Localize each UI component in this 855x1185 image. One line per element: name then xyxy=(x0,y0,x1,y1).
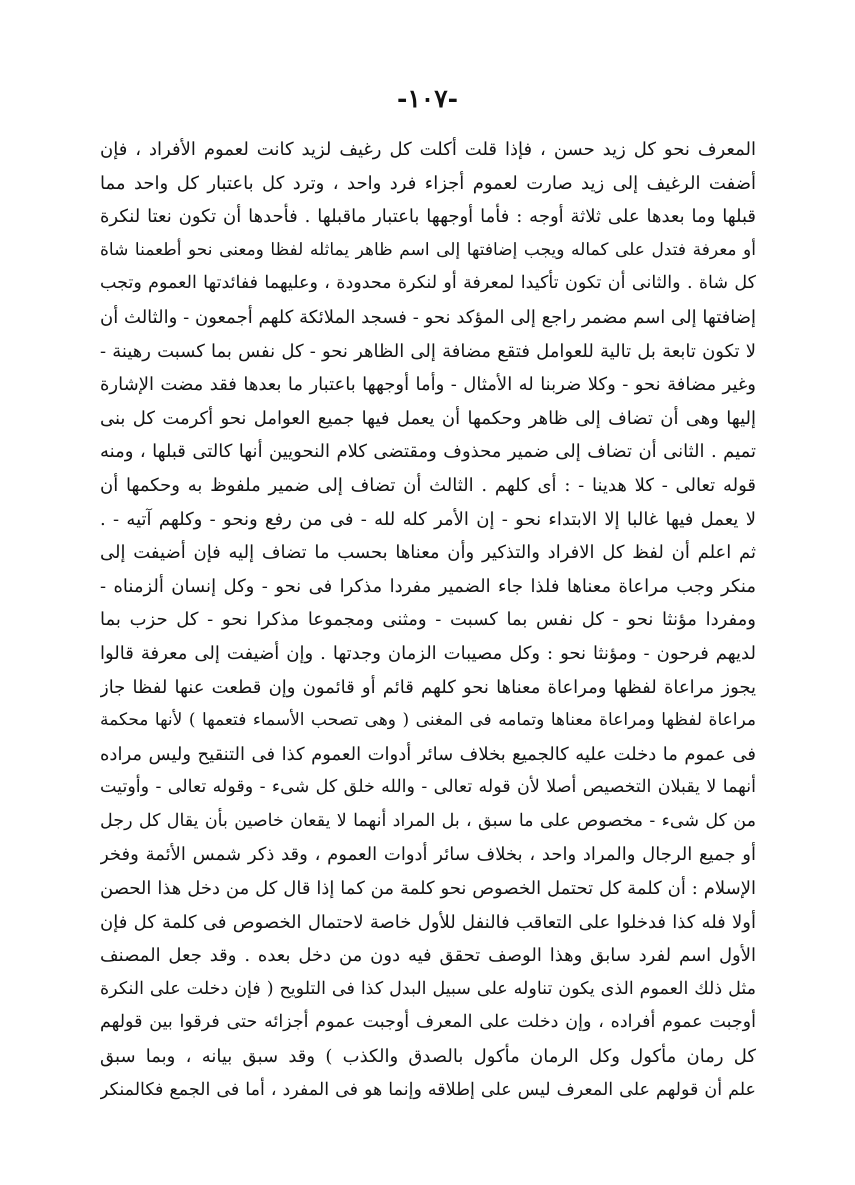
text-line: مراعاة لفظها ومراعاة معناها وتمامه فى المغنى ( وهى تصحب الأسماء فتعمها ) لأنها محكمة xyxy=(100,710,756,731)
text-line: كل رمان مأكول وكل الرمان مأكول بالصدق والكذب ) وقد سبق بيانه ، وبما سبق xyxy=(100,1046,756,1068)
text-line: إضافتها إلى اسم مضمر راجع إلى المؤكد نحو - فسجد الملائكة كلهم أجمعون - والثالث أن xyxy=(100,306,756,328)
text-line: منكر وجب مراعاة معناها فلذا جاء الضمير مفردا مذكرا فى نحو - وكل إنسان ألزمناه - xyxy=(100,575,756,597)
text-line: إليها وهى أن تضاف إلى ظاهر وحكمها أن يعمل فيها جميع العوامل نحو أكرمت كل بنى xyxy=(100,407,756,429)
text-line: علم أن قولهم على المعرف ليس على إطلاقه وإنما هو فى المفرد ، أما فى الجمع فكالمنكر xyxy=(100,1079,756,1100)
text-line: أو جميع الرجال والمراد واحد ، بخلاف سائر أدوات العموم ، وقد ذكر شمس الأئمة وفخر xyxy=(100,844,756,866)
text-line: قبلها وما بعدها على ثلاثة أوجه : فأما أوجهها باعتبار ماقبلها . فأحدها أن تكون نعتا لنكرة xyxy=(100,206,756,228)
text-line: تميم . الثانى أن تضاف إلى ضمير محذوف ومقتضى كلام النحويين أنها كالتى قبلها ، ومنه xyxy=(100,441,756,463)
text-line: من كل شىء - مخصوص على ما سبق ، بل المراد أنهما لا يقعان خاصين بأن يقال كل رجل xyxy=(100,810,756,831)
text-line: أنهما لا يقبلان التخصيص أصلا لأن قوله تعالى - والله خلق كل شىء - وقوله تعالى - وأوتيت xyxy=(100,777,756,798)
text-line: ثم اعلم أن لفظ كل الافراد والتذكير وأن معناها بحسب ما تضاف إليه فإن أضيفت إلى xyxy=(100,542,756,564)
text-line: وغير مضافة نحو - وكلا ضربنا له الأمثال - وأما أوجهها باعتبار ما بعدها فقد مضت الإشارة xyxy=(100,374,756,396)
text-line: الإسلام : أن كلمة كل تحتمل الخصوص نحو كلمة من كما إذا قال كل من دخل هذا الحصن xyxy=(100,878,756,900)
text-line: أوجبت عموم أفراده ، وإن دخلت على المعرف أوجبت عموم أجزائه حتى فرقوا بين قولهم xyxy=(100,1012,756,1033)
text-line: أو معرفة فتدل على كماله ويجب إضافتها إلى اسم ظاهر يماثله لفظا ومعنى نحو أطعمنا شاة xyxy=(100,239,756,260)
text-line: لديهم فرحون - ومؤنثا نحو : وكل مصيبات الزمان وجدتها . وإن أضيفت إلى معرفة قالوا xyxy=(100,642,756,664)
text-line: لا يعمل فيها غالبا إلا الابتداء نحو - إن الأمر كله لله - فى من رفع ونحو - وكلهم آتيه - . xyxy=(100,508,756,530)
text-line: يجوز مراعاة لفظها ومراعاة معناها نحو كلهم قائم أو قائمون وإن قطعت عنها لفظا جاز xyxy=(100,676,756,698)
text-line: قوله تعالى - كلا هدينا - : أى كلهم . الثالث أن تضاف إلى ضمير ملفوظ به وحكمها أن xyxy=(100,474,756,496)
text-line: المعرف نحو كل زيد حسن ، فإذا قلت أكلت كل رغيف لزيد كانت لعموم الأفراد ، فإن xyxy=(100,139,756,160)
body-text xyxy=(100,133,756,1107)
text-line: فى عموم ما دخلت عليه كالجميع بخلاف سائر أدوات العموم كذا فى التنقيح وليس مراده xyxy=(100,743,756,765)
text-line: أولا فله كذا فدخلوا على التعاقب فالنفل للأول خاصة لاحتمال الخصوص فى كلمة كل فإن xyxy=(100,911,756,933)
text-line: كل شاة . والثانى أن تكون تأكيدا لمعرفة أو لنكرة محدودة ، وعليهما ففائدتها العموم وتجب xyxy=(100,273,756,294)
text-line: مثل ذلك العموم الذى يكون تناوله على سبيل البدل كذا فى التلويح ( فإن دخلت على النكرة xyxy=(100,978,756,999)
page-number: -١٠٧- xyxy=(396,84,459,113)
text-line: أضفت الرغيف إلى زيد صارت لعموم أجزاء فرد واحد ، وترد كل باعتبار كل واحد مما xyxy=(100,172,756,194)
text-line: ومفردا مؤنثا نحو - كل نفس بما كسبت - ومثنى ومجموعا مذكرا نحو - كل حزب بما xyxy=(100,609,756,631)
text-line: الأول اسم لفرد سابق وهذا الوصف تحقق فيه دون من دخل بعده . وقد جعل المصنف xyxy=(100,945,756,967)
text-line: لا تكون تابعة بل تالية للعوامل فتقع مضافة إلى الظاهر نحو - كل نفس بما كسبت رهينة - xyxy=(100,340,756,362)
